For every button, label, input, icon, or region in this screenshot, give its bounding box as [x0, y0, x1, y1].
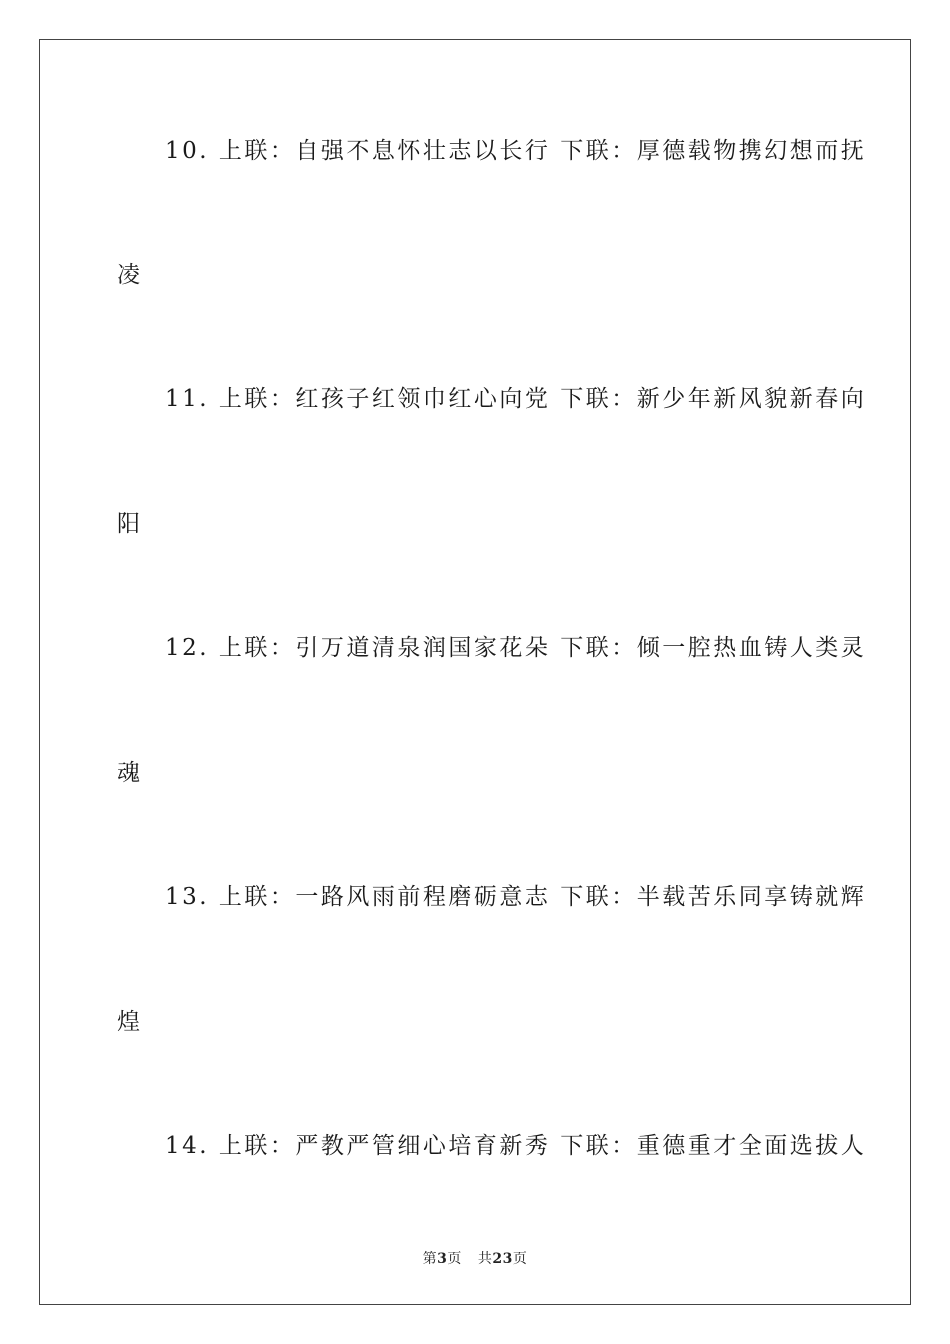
- couplet-13-wrap: 煌: [117, 1009, 143, 1035]
- couplet-12-wrap: 魂: [117, 760, 143, 786]
- couplet-10-wrap: 凌: [117, 262, 143, 288]
- couplet-14-line: 14. 上联：严教严管细心培育新秀 下联：重德重才全面选拔人: [165, 1133, 867, 1159]
- total-suffix: 页: [512, 1251, 528, 1267]
- total-prefix: 共: [477, 1251, 493, 1267]
- page-prefix: 第: [422, 1251, 438, 1267]
- page-footer: [0, 1248, 950, 1268]
- couplet-10-line: 10. 上联：自强不息怀壮志以长行 下联：厚德载物携幻想而抚: [165, 138, 867, 164]
- couplet-11-line: 11. 上联：红孩子红领巾红心向党 下联：新少年新风貌新春向: [165, 386, 867, 412]
- total-pages: 23: [492, 1251, 513, 1267]
- page-border: [39, 39, 911, 1305]
- couplet-13-line: 13. 上联：一路风雨前程磨砺意志 下联：半载苦乐同享铸就辉: [165, 884, 867, 910]
- couplet-11-wrap: 阳: [117, 511, 143, 537]
- couplet-12-line: 12. 上联：引万道清泉润国家花朵 下联：倾一腔热血铸人类灵: [165, 635, 867, 661]
- page-suffix: 页: [447, 1251, 462, 1267]
- page-number: 3: [437, 1251, 448, 1267]
